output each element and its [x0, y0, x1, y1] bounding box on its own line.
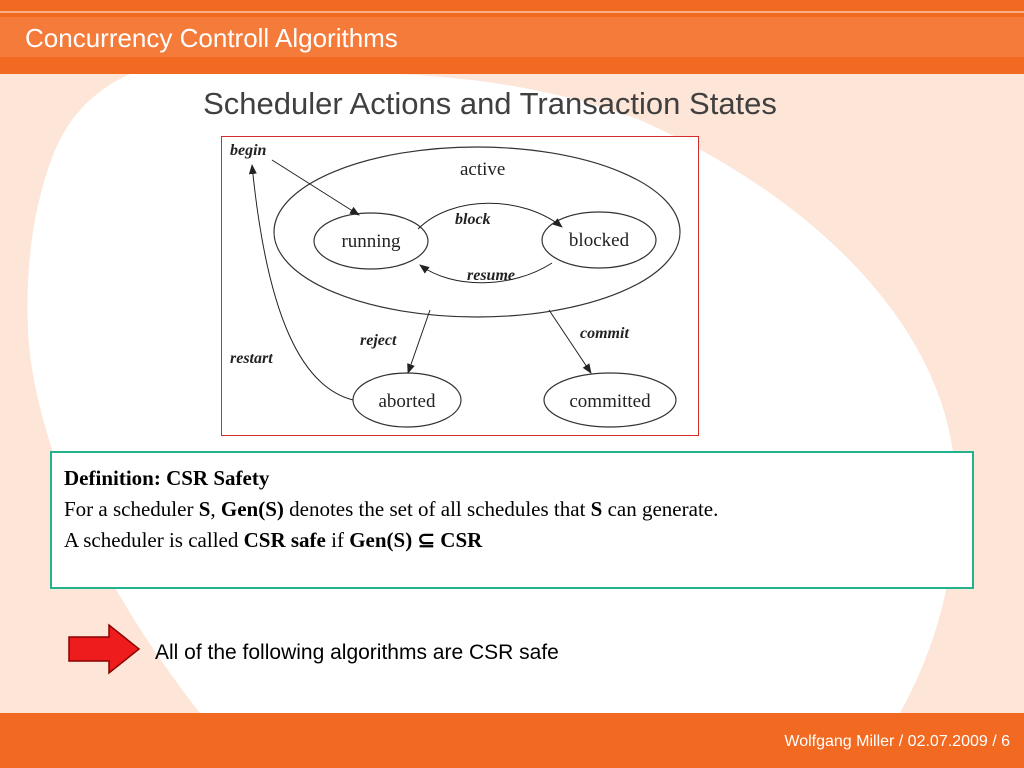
footer-text: Wolfgang Miller / 02.07.2009 / 6 — [784, 733, 1010, 750]
restart-action-label: restart — [230, 350, 273, 367]
reject-action-label: reject — [360, 332, 397, 349]
header-stripe — [0, 11, 1024, 13]
committed-label: committed — [569, 391, 651, 412]
definition-heading: Definition: CSR Safety — [64, 466, 270, 490]
header-title: Concurrency Controll Algorithms — [25, 23, 398, 53]
resume-action-label: resume — [467, 267, 515, 284]
blocked-label: blocked — [568, 230, 630, 251]
definition-line-1: For a scheduler S, Gen(S) denotes the set of all schedules that S can generate. — [64, 497, 719, 521]
commit-action-label: commit — [580, 325, 629, 342]
slide-title: Scheduler Actions and Transaction States — [203, 86, 777, 121]
aborted-label: aborted — [378, 391, 436, 412]
block-action-label: block — [455, 211, 491, 228]
running-label: running — [341, 231, 401, 252]
reject-arrow — [408, 310, 430, 373]
definition-box — [50, 451, 974, 589]
state-diagram — [221, 136, 699, 436]
definition-line-2: A scheduler is called CSR safe if Gen(S) ⊆ CSR — [64, 528, 483, 552]
right-arrow-icon — [67, 623, 143, 675]
begin-arrow — [272, 160, 359, 215]
active-label: active — [460, 159, 506, 180]
note-text: All of the following algorithms are CSR safe — [155, 641, 559, 664]
begin-action-label: begin — [230, 142, 267, 159]
